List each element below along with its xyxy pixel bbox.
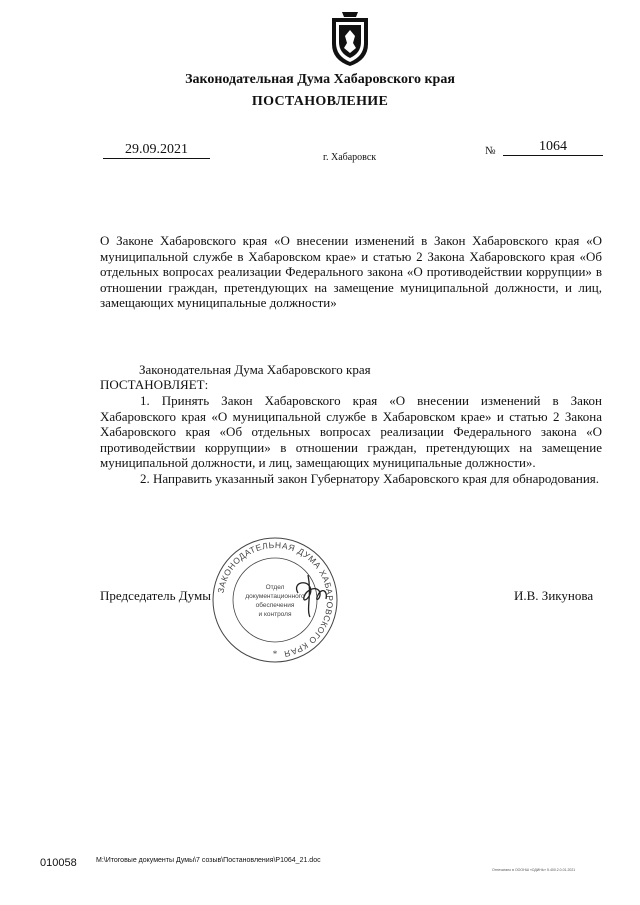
footer-printer-note: Отпечатано в ОООНШ «ОДИНЬ» 5.400.2.0.01.2021 [492, 868, 576, 872]
resolving-body: Законодательная Дума Хабаровского края [139, 362, 371, 377]
footer-code: 010058 [40, 857, 77, 869]
stamp-line: обеспечения [255, 602, 295, 609]
document-type-title: ПОСТАНОВЛЕНИЕ [251, 94, 389, 109]
document-subject: О Законе Хабаровского края «О внесении изменений в Закон Хабаровского края «О муниципальной службе в Хабаровском крае» и статью 2 Закона Хабаровского края «Об отдельных вопросах реализации Федерального закона «О противодействии коррупции» в отношении граждан, претендующих на замещение муниципальной должности, и лиц, замещающих муниципальные должности» [100, 233, 602, 311]
stamp-outer-text: ЗАКОНОДАТЕЛЬНАЯ ДУМА ХАБАРОВСКОГО КРАЯ [215, 539, 336, 660]
stamp-line: и контроля [258, 611, 292, 618]
chairman-label: Председатель Думы [100, 588, 211, 603]
signer-name: И.В. Зикунова [514, 588, 594, 603]
document-date: 29.09.2021 [103, 143, 210, 159]
footer-file-path: M:\Итоговые документы Думы\7 созыв\Постановления\Р1064_21.doc [96, 857, 321, 864]
coat-of-arms-emblem-icon [328, 12, 372, 68]
official-stamp [210, 535, 340, 665]
document-number-label: № [485, 145, 496, 157]
stamp-line: Отдел [265, 584, 285, 591]
resolves-heading: ПОСТАНОВЛЯЕТ: [100, 377, 209, 392]
document-number: 1064 [503, 140, 603, 156]
organization-title: Законодательная Дума Хабаровского края [185, 72, 455, 87]
resolution-item: 2. Направить указанный закон Губернатору Хабаровского края для обнародования. [140, 470, 600, 486]
document-city: г. Хабаровск [323, 152, 377, 163]
stamp-line: документационного [245, 593, 305, 600]
resolution-item: 1. Принять Закон Хабаровского края «О внесении изменений в Закон Хабаровского края «О муниципальной службе в Хабаровском крае» и статью 2 Закона Хабаровского края «Об отдельных вопросах реализации Федерального закона «О противодействии коррупции» в отношении граждан, претендующих на замещение муниципальной должности, и лиц, замещающих муниципальные должности». [100, 393, 602, 471]
stamp-star: * [272, 649, 278, 659]
resolution-items [100, 393, 602, 487]
